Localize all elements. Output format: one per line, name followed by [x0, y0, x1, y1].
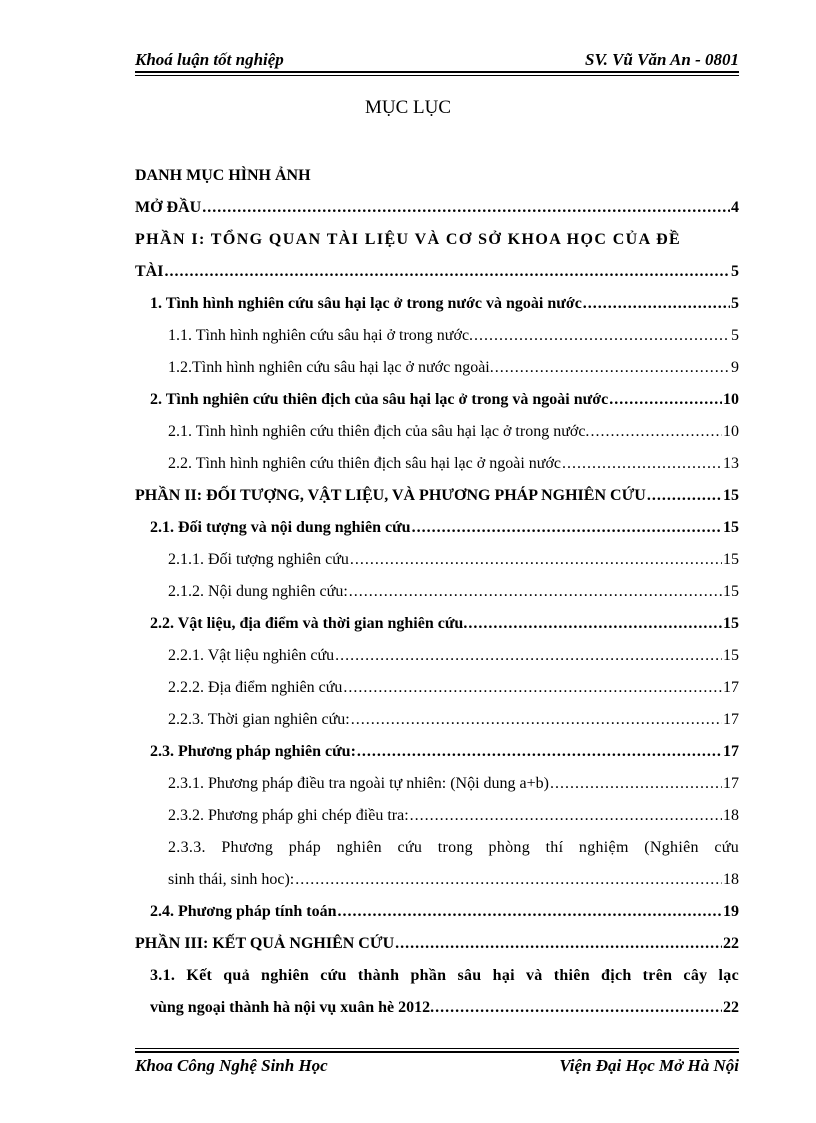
dot-leader: [590, 416, 722, 448]
toc-entry-text: 3.1. Kết quả nghiên cứu thành phần sâu hại và thiên địch trên cây lạc: [150, 967, 739, 984]
header-thesis-label: Khoá luận tốt nghiệp: [135, 50, 284, 69]
toc-entry-text: 1.1. Tình hình nghiên cứu sâu hại ở trong nước.: [168, 327, 474, 344]
toc-page-number: 15: [723, 551, 739, 568]
toc-page-number: 5: [731, 263, 739, 280]
toc-entry[interactable]: [168, 544, 739, 576]
toc-entry[interactable]: [135, 160, 739, 192]
toc-page-number: 18: [723, 807, 739, 824]
toc-entry-text: 2.1.2. Nội dung nghiên cứu:: [168, 583, 348, 600]
dot-leader: [349, 576, 722, 608]
toc-entry-text: MỞ ĐẦU: [135, 199, 202, 216]
dot-leader: [350, 544, 722, 576]
toc-page-number: 15: [723, 615, 739, 632]
toc-page-number: 4: [731, 199, 739, 216]
toc-page-number: 17: [723, 679, 739, 696]
toc-page-number: 17: [723, 711, 739, 728]
toc-entry[interactable]: [150, 960, 739, 992]
toc-entry-text: 2. Tình nghiên cứu thiên địch của sâu hại lạc ở trong và ngoài nước: [150, 391, 609, 408]
toc-page-number: 15: [723, 583, 739, 600]
toc-entry[interactable]: [168, 768, 739, 800]
toc-page-number: 13: [723, 455, 739, 472]
dot-leader: [609, 384, 722, 416]
dot-leader: [202, 192, 730, 224]
toc-entry[interactable]: [150, 736, 739, 768]
dot-leader: [550, 768, 722, 800]
toc-entry[interactable]: [150, 288, 739, 320]
toc-page-number: 15: [723, 487, 739, 504]
toc-entry-text: 2.2.2. Địa điểm nghiên cứu: [168, 679, 343, 696]
page-header: [135, 48, 739, 74]
toc-page-number: 22: [723, 935, 739, 952]
toc-entry-continuation[interactable]: [135, 256, 739, 288]
dot-leader: [338, 896, 722, 928]
toc-entry[interactable]: [150, 384, 739, 416]
dot-leader: [351, 704, 722, 736]
toc-entry[interactable]: [135, 224, 739, 256]
toc-entry[interactable]: [168, 416, 739, 448]
header-rule-thin: [135, 75, 739, 76]
footer-faculty-label: Khoa Công Nghệ Sinh Học: [135, 1056, 328, 1075]
toc-entry[interactable]: [168, 448, 739, 480]
toc-page-number: 10: [723, 423, 739, 440]
toc-entry-continuation[interactable]: [168, 864, 739, 896]
toc-entry-text: vùng ngoại thành hà nội vụ xuân hè 2012.: [150, 999, 435, 1016]
dot-leader: [583, 288, 730, 320]
toc-entry-text: 2.2.1. Vật liệu nghiên cứu: [168, 647, 335, 664]
table-of-contents: [135, 160, 739, 1024]
dot-leader: [335, 640, 722, 672]
toc-entry[interactable]: [135, 192, 739, 224]
dot-leader: [474, 320, 730, 352]
toc-entry-text: 1. Tình hình nghiên cứu sâu hại lạc ở trong nước và ngoài nước: [150, 295, 582, 312]
toc-page-number: 17: [723, 775, 739, 792]
dot-leader: [647, 480, 722, 512]
toc-entry[interactable]: [168, 672, 739, 704]
dot-leader: [164, 256, 730, 288]
toc-page-number: 9: [731, 359, 739, 376]
footer-rule-thin: [135, 1048, 739, 1049]
toc-entry[interactable]: [135, 928, 739, 960]
toc-page-number: 22: [723, 999, 739, 1016]
dot-leader: [410, 800, 722, 832]
toc-page-number: 5: [731, 327, 739, 344]
dot-leader: [495, 352, 730, 384]
toc-entry[interactable]: [168, 320, 739, 352]
page-footer: [135, 1048, 739, 1078]
dot-leader: [435, 992, 722, 1024]
dot-leader: [357, 736, 722, 768]
dot-leader: [343, 672, 722, 704]
dot-leader: [395, 928, 722, 960]
toc-entry[interactable]: [168, 352, 739, 384]
toc-entry-text: 2.1. Tình hình nghiên cứu thiên địch của sâu hại lạc ở trong nước.: [168, 423, 590, 440]
toc-entry-text: TÀI: [135, 263, 164, 280]
toc-page-number: 18: [723, 871, 739, 888]
toc-entry-text: PHẦN I: TỔNG QUAN TÀI LIỆU VÀ CƠ SỞ KHOA HỌC CỦA ĐỀ: [135, 231, 682, 248]
toc-entry-text: 2.3.2. Phương pháp ghi chép điều tra:: [168, 807, 409, 824]
toc-entry[interactable]: [150, 512, 739, 544]
toc-entry-text: 2.3.1. Phương pháp điều tra ngoài tự nhiên: (Nội dung a+b): [168, 775, 549, 792]
toc-entry-text: sinh thái, sinh hoc):: [168, 871, 295, 888]
footer-institute-label: Viện Đại Học Mở Hà Nội: [559, 1056, 739, 1075]
toc-entry-text: 2.3. Phương pháp nghiên cứu:: [150, 743, 356, 760]
toc-entry-text: 2.1. Đối tượng và nội dung nghiên cứu: [150, 519, 411, 536]
toc-page-number: 10: [723, 391, 739, 408]
dot-leader: [295, 864, 722, 896]
toc-entry[interactable]: [168, 704, 739, 736]
toc-page-number: 15: [723, 647, 739, 664]
toc-entry-continuation[interactable]: [150, 992, 739, 1024]
toc-entry-text: DANH MỤC HÌNH ẢNH: [135, 167, 311, 184]
toc-entry-text: 1.2.Tình hình nghiên cứu sâu hại lạc ở nước ngoài.: [168, 359, 494, 376]
page-title: MỤC LỤC: [364, 97, 452, 118]
toc-entry[interactable]: [150, 896, 739, 928]
footer-rule: [135, 1051, 739, 1053]
toc-entry[interactable]: [168, 800, 739, 832]
toc-entry-text: 2.2.3. Thời gian nghiên cứu:: [168, 711, 350, 728]
header-student-label: SV. Vũ Văn An - 0801: [584, 50, 739, 69]
toc-entry-text: 2.2. Tình hình nghiên cứu thiên địch sâu hại lạc ở ngoài nước: [168, 455, 561, 472]
toc-entry[interactable]: [135, 480, 739, 512]
toc-page-number: 19: [723, 903, 739, 920]
toc-page-number: 17: [723, 743, 739, 760]
dot-leader: [562, 448, 722, 480]
toc-entry-text: PHẦN III: KẾT QUẢ NGHIÊN CỨU: [135, 935, 395, 952]
toc-entry[interactable]: [150, 608, 739, 640]
header-rule: [135, 71, 739, 73]
toc-entry-text: 2.2. Vật liệu, địa điểm và thời gian nghiên cứu.: [150, 615, 468, 632]
dot-leader: [412, 512, 722, 544]
toc-page-number: 5: [731, 295, 739, 312]
toc-entry-text: PHẦN II: ĐỐI TƯỢNG, VẬT LIỆU, VÀ PHƯƠNG PHÁP NGHIÊN CỨU: [135, 487, 646, 504]
toc-entry[interactable]: [168, 640, 739, 672]
toc-entry-text: 2.3.3. Phương pháp nghiên cứu trong phòng thí nghiệm (Nghiên cứu: [168, 839, 739, 856]
toc-entry[interactable]: [168, 832, 739, 864]
toc-entry-text: 2.1.1. Đối tượng nghiên cứu: [168, 551, 349, 568]
toc-page-number: 15: [723, 519, 739, 536]
toc-entry[interactable]: [168, 576, 739, 608]
toc-entry-text: 2.4. Phương pháp tính toán: [150, 903, 337, 920]
dot-leader: [468, 608, 722, 640]
